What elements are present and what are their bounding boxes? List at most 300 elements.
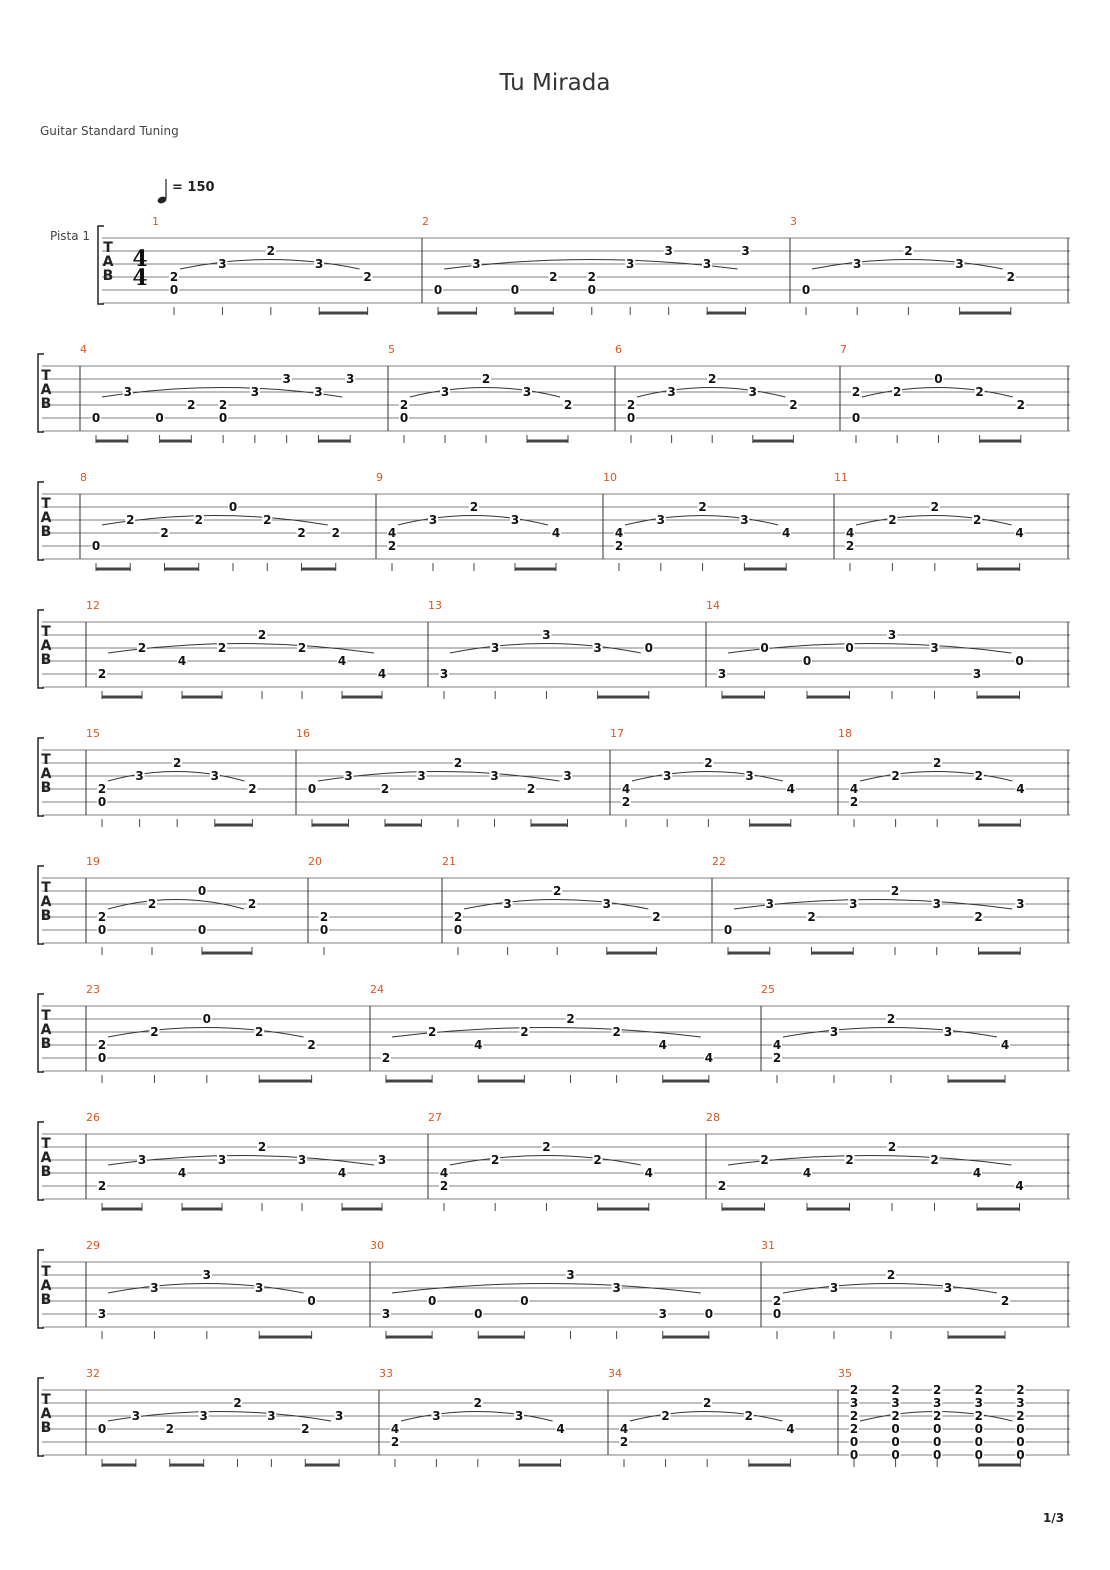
fret-number: 2	[893, 385, 902, 399]
fret-number: 3	[150, 1281, 159, 1295]
fret-number: 4	[786, 782, 795, 796]
fret-number: 0	[1016, 1422, 1025, 1436]
fret-number: 2	[614, 539, 624, 553]
fret-number: 2	[97, 782, 107, 796]
fret-number: 3	[472, 257, 481, 271]
fret-number: 2	[255, 1025, 264, 1039]
fret-number: 2	[1006, 270, 1015, 284]
measure-number: 19	[86, 855, 100, 868]
fret-number: 2	[891, 1383, 900, 1397]
fret-number: 4	[1015, 1179, 1024, 1193]
tab-clef-letter: A	[40, 382, 52, 398]
measure-number: 8	[80, 471, 87, 484]
fret-number: 3	[210, 769, 219, 783]
tab-clef-letter: T	[41, 368, 51, 384]
fret-number: 4	[1016, 782, 1025, 796]
measure-number: 5	[388, 343, 395, 356]
fret-number: 4	[387, 526, 397, 540]
fret-number: 0	[849, 1448, 859, 1462]
fret-number: 3	[658, 1307, 667, 1321]
fret-number: 4	[619, 1422, 629, 1436]
fret-number: 0	[772, 1307, 782, 1321]
fret-number: 0	[851, 411, 861, 425]
fret-number: 0	[849, 1435, 859, 1449]
fret-number: 3	[849, 1396, 859, 1410]
fret-number: 3	[566, 1268, 575, 1282]
fret-number: 3	[626, 257, 635, 271]
fret-number: 3	[123, 385, 132, 399]
fret-number: 3	[282, 372, 291, 386]
tab-clef-letter: A	[40, 1150, 52, 1166]
fret-number: 2	[760, 1153, 769, 1167]
fret-number: 0	[802, 654, 812, 668]
fret-number: 0	[433, 283, 443, 297]
fret-number: 3	[522, 385, 532, 399]
fret-number: 2	[890, 884, 900, 898]
measure-number: 23	[86, 983, 100, 996]
fret-number: 3	[97, 1307, 107, 1321]
fret-number: 3	[765, 897, 774, 911]
fret-number: 3	[853, 257, 862, 271]
fret-number: 2	[319, 910, 329, 924]
fret-number: 2	[297, 526, 306, 540]
measure-number: 9	[376, 471, 383, 484]
fret-number: 4	[337, 1166, 347, 1180]
fret-number: 2	[849, 795, 859, 809]
fret-number: 2	[661, 1409, 670, 1423]
fret-number: 2	[891, 769, 900, 783]
fret-number: 3	[955, 257, 964, 271]
fret-number: 2	[974, 769, 983, 783]
fret-number: 3	[135, 769, 144, 783]
measure-number: 13	[428, 599, 442, 612]
page-number: 1/3	[1043, 1511, 1065, 1525]
fret-number: 0	[218, 411, 228, 425]
fret-number: 4	[377, 667, 387, 681]
fret-number: 0	[453, 923, 463, 937]
fret-number: 0	[760, 641, 769, 655]
fret-number: 3	[972, 667, 982, 681]
fret-number: 3	[250, 385, 260, 399]
fret-number: 0	[723, 923, 733, 937]
fret-number: 2	[887, 1140, 897, 1154]
fret-number: 2	[126, 513, 135, 527]
fret-number: 2	[772, 1294, 782, 1308]
fret-number: 2	[566, 1012, 575, 1026]
fret-number: 3	[199, 1409, 208, 1423]
tab-clef-letter: B	[40, 1292, 52, 1308]
fret-number: 4	[802, 1166, 812, 1180]
fret-number: 4	[772, 1038, 782, 1052]
fret-number: 3	[255, 1281, 264, 1295]
fret-number: 2	[652, 910, 661, 924]
fret-number: 3	[667, 385, 676, 399]
fret-number: 2	[390, 1435, 400, 1449]
fret-number: 0	[1015, 654, 1024, 668]
fret-number: 2	[469, 500, 479, 514]
fret-number: 2	[97, 1038, 107, 1052]
fret-number: 3	[702, 257, 712, 271]
fret-number: 0	[202, 1012, 211, 1026]
fret-number: 2	[165, 1422, 174, 1436]
fret-number: 2	[886, 1268, 896, 1282]
fret-number: 2	[886, 1012, 896, 1026]
fret-number: 4	[1000, 1038, 1010, 1052]
fret-number: 2	[150, 1025, 159, 1039]
fret-number: 4	[439, 1166, 449, 1180]
measure-number: 7	[840, 343, 847, 356]
fret-number: 0	[933, 1448, 942, 1462]
tab-clef-letter: T	[41, 1008, 51, 1024]
fret-number: 3	[602, 897, 611, 911]
fret-number: 3	[202, 1268, 211, 1282]
fret-number: 0	[97, 795, 107, 809]
fret-number: 0	[801, 283, 811, 297]
tab-clef-letter: T	[41, 1392, 51, 1408]
measure-number: 1	[152, 215, 159, 228]
fret-number: 2	[698, 500, 707, 514]
fret-number: 2	[744, 1409, 753, 1423]
fret-number: 3	[346, 372, 355, 386]
fret-number: 3	[974, 1396, 983, 1410]
fret-number: 2	[217, 641, 227, 655]
fret-number: 3	[663, 769, 672, 783]
fret-number: 4	[1015, 526, 1024, 540]
fret-number: 2	[247, 897, 257, 911]
fret-number: 0	[307, 1294, 316, 1308]
fret-number: 2	[974, 910, 983, 924]
fret-number: 2	[1016, 398, 1025, 412]
measure-number: 15	[86, 727, 100, 740]
fret-number: 3	[1016, 1396, 1025, 1410]
measure-number: 14	[706, 599, 720, 612]
fret-number: 3	[887, 628, 897, 642]
fret-number: 3	[740, 513, 749, 527]
time-signature-denominator: 4	[132, 265, 148, 291]
fret-number: 2	[904, 244, 913, 258]
fret-number: 0	[228, 500, 238, 514]
fret-number: 2	[97, 667, 107, 681]
fret-number: 3	[515, 1409, 524, 1423]
measure-number: 4	[80, 343, 87, 356]
fret-number: 2	[248, 782, 257, 796]
tab-clef-letter: T	[41, 880, 51, 896]
fret-number: 4	[845, 526, 855, 540]
fret-number: 2	[930, 500, 939, 514]
fret-number: 2	[297, 641, 307, 655]
fret-number: 4	[177, 1166, 187, 1180]
fret-number: 4	[177, 654, 187, 668]
fret-number: 3	[932, 897, 941, 911]
tab-clef-letter: B	[102, 268, 114, 284]
fret-number: 4	[551, 526, 561, 540]
fret-number: 2	[380, 782, 390, 796]
fret-number: 2	[933, 1383, 942, 1397]
fret-number: 3	[490, 769, 499, 783]
fret-number: 0	[91, 411, 101, 425]
measure-number: 33	[379, 1367, 393, 1380]
measure-number: 20	[308, 855, 322, 868]
fret-number: 3	[933, 1396, 942, 1410]
fret-number: 3	[741, 244, 750, 258]
fret-number: 2	[473, 1396, 482, 1410]
fret-number: 0	[520, 1294, 529, 1308]
tab-clef-letter: A	[40, 766, 52, 782]
fret-number: 3	[612, 1281, 621, 1295]
measure-number: 10	[603, 471, 617, 484]
fret-number: 2	[807, 910, 816, 924]
fret-number: 2	[891, 1409, 900, 1423]
fret-number: 3	[439, 667, 449, 681]
fret-number: 2	[717, 1179, 727, 1193]
fret-number: 2	[703, 1396, 712, 1410]
tab-clef-letter: B	[40, 1036, 52, 1052]
fret-number: 0	[1016, 1435, 1025, 1449]
fret-number: 0	[626, 411, 636, 425]
fret-number: 2	[973, 513, 982, 527]
fret-number: 0	[510, 283, 520, 297]
measure-number: 28	[706, 1111, 720, 1124]
fret-number: 0	[474, 1307, 483, 1321]
fret-number: 2	[263, 513, 272, 527]
fret-number: 2	[772, 1051, 782, 1065]
fret-number: 2	[563, 398, 573, 412]
fret-number: 4	[644, 1166, 653, 1180]
tab-clef-letter: A	[40, 510, 52, 526]
tab-clef-letter: T	[41, 624, 51, 640]
fret-number: 3	[748, 385, 757, 399]
fret-number: 2	[491, 1153, 500, 1167]
fret-number: 2	[439, 1179, 449, 1193]
fret-number: 0	[1016, 1448, 1025, 1462]
tab-clef-letter: B	[40, 396, 52, 412]
fret-number: 4	[786, 1422, 795, 1436]
fret-number: 2	[849, 1422, 859, 1436]
fret-number: 3	[943, 1025, 953, 1039]
measure-number: 30	[370, 1239, 384, 1252]
measure-number: 26	[86, 1111, 100, 1124]
fret-number: 2	[930, 1153, 939, 1167]
tab-clef-letter: B	[40, 908, 52, 924]
tab-clef-letter: T	[41, 1136, 51, 1152]
fret-number: 2	[553, 884, 562, 898]
fret-number: 4	[782, 526, 791, 540]
tab-clef-letter: A	[40, 1022, 52, 1038]
fret-number: 0	[155, 411, 164, 425]
measure-number: 17	[610, 727, 624, 740]
measure-number: 32	[86, 1367, 100, 1380]
fret-number: 0	[891, 1448, 900, 1462]
fret-number: 2	[619, 1435, 629, 1449]
fret-number: 2	[381, 1051, 391, 1065]
fret-number: 3	[849, 897, 858, 911]
tab-clef-letter: T	[103, 240, 113, 256]
measure-number: 29	[86, 1239, 100, 1252]
fret-number: 0	[704, 1307, 714, 1321]
fret-number: 2	[975, 385, 984, 399]
fret-number: 2	[974, 1409, 983, 1423]
tab-clef-letter: B	[40, 524, 52, 540]
tab-clef-letter: B	[40, 1420, 52, 1436]
fret-number: 2	[621, 795, 631, 809]
tab-clef-letter: A	[40, 638, 52, 654]
fret-number: 2	[1016, 1409, 1025, 1423]
fret-number: 2	[974, 1383, 983, 1397]
fret-number: 3	[664, 244, 673, 258]
tab-clef-letter: A	[40, 1278, 52, 1294]
fret-number: 3	[428, 513, 438, 527]
fret-number: 2	[187, 398, 196, 412]
fret-number: 2	[331, 526, 340, 540]
fret-number: 4	[621, 782, 631, 796]
tab-clef-letter: B	[40, 780, 52, 796]
fret-number: 3	[297, 1153, 307, 1167]
fret-number: 3	[656, 513, 665, 527]
fret-number: 3	[829, 1025, 839, 1039]
fret-number: 0	[974, 1422, 983, 1436]
fret-number: 4	[658, 1038, 667, 1052]
fret-number: 4	[390, 1422, 400, 1436]
fret-number: 2	[453, 910, 463, 924]
fret-number: 2	[194, 513, 203, 527]
fret-number: 2	[160, 526, 169, 540]
fret-number: 2	[137, 641, 147, 655]
fret-number: 2	[888, 513, 897, 527]
fret-number: 0	[891, 1435, 900, 1449]
measure-number: 21	[442, 855, 456, 868]
fret-number: 2	[97, 1179, 107, 1193]
fret-number: 0	[891, 1422, 900, 1436]
fret-number: 3	[137, 1153, 147, 1167]
fret-number: 3	[930, 641, 939, 655]
fret-number: 2	[363, 270, 372, 284]
tab-clef-letter: T	[41, 1264, 51, 1280]
fret-number: 0	[974, 1448, 983, 1462]
tuning-label: Guitar Standard Tuning	[40, 124, 179, 138]
measure-number: 27	[428, 1111, 442, 1124]
fret-number: 2	[218, 398, 228, 412]
fret-number: 3	[344, 769, 353, 783]
fret-number: 2	[526, 782, 536, 796]
fret-number: 0	[934, 372, 943, 386]
fret-number: 0	[644, 641, 653, 655]
measure-number: 12	[86, 599, 100, 612]
measure-number: 24	[370, 983, 384, 996]
fret-number: 2	[845, 539, 855, 553]
fret-number: 0	[169, 283, 179, 297]
fret-number: 2	[147, 897, 157, 911]
fret-number: 4	[474, 1038, 483, 1052]
measure-number: 34	[608, 1367, 622, 1380]
fret-number: 3	[131, 1409, 141, 1423]
fret-number: 3	[745, 769, 754, 783]
fret-number: 3	[334, 1409, 344, 1423]
fret-number: 0	[974, 1435, 983, 1449]
fret-number: 0	[933, 1422, 942, 1436]
fret-number: 0	[91, 539, 101, 553]
fret-number: 2	[257, 1140, 267, 1154]
fret-number: 2	[549, 270, 558, 284]
fret-number: 3	[503, 897, 512, 911]
fret-number: 0	[197, 923, 207, 937]
fret-number: 0	[399, 411, 409, 425]
fret-number: 2	[520, 1025, 529, 1039]
fret-number: 3	[593, 641, 602, 655]
fret-number: 0	[97, 923, 107, 937]
measure-number: 6	[615, 343, 622, 356]
fret-number: 2	[387, 539, 397, 553]
fret-number: 3	[417, 769, 426, 783]
fret-number: 2	[97, 910, 107, 924]
fret-number: 3	[829, 1281, 839, 1295]
fret-number: 3	[218, 257, 227, 271]
tab-clef-letter: B	[40, 652, 52, 668]
time-signature-numerator: 4	[132, 246, 148, 272]
fret-number: 0	[933, 1435, 942, 1449]
fret-number: 2	[704, 756, 713, 770]
measure-number: 25	[761, 983, 775, 996]
fret-number: 2	[427, 1025, 437, 1039]
fret-number: 2	[612, 1025, 621, 1039]
fret-number: 2	[399, 398, 409, 412]
fret-number: 3	[315, 257, 324, 271]
fret-number: 3	[267, 1409, 276, 1423]
measure-number: 18	[838, 727, 852, 740]
fret-number: 2	[233, 1396, 242, 1410]
measure-number: 35	[838, 1367, 852, 1380]
tempo-marking: = 150	[172, 180, 215, 195]
fret-number: 0	[307, 782, 317, 796]
fret-number: 3	[314, 385, 323, 399]
fret-number: 3	[510, 513, 520, 527]
measure-number: 11	[834, 471, 848, 484]
fret-number: 0	[197, 884, 207, 898]
fret-number: 3	[440, 385, 450, 399]
fret-number: 2	[301, 1422, 310, 1436]
fret-number: 2	[453, 756, 463, 770]
fret-number: 4	[704, 1051, 714, 1065]
fret-number: 2	[789, 398, 798, 412]
fret-number: 2	[626, 398, 636, 412]
fret-number: 2	[849, 1383, 859, 1397]
track-name: Pista 1	[50, 229, 91, 243]
tab-clef-letter: A	[40, 894, 52, 910]
fret-number: 4	[614, 526, 624, 540]
fret-number: 4	[849, 782, 859, 796]
fret-number: 2	[845, 1153, 854, 1167]
tab-clef-letter: T	[41, 752, 51, 768]
fret-number: 3	[432, 1409, 441, 1423]
fret-number: 2	[481, 372, 491, 386]
fret-number: 2	[169, 270, 179, 284]
fret-number: 0	[97, 1051, 107, 1065]
fret-number: 2	[933, 756, 942, 770]
fret-number: 3	[1016, 897, 1025, 911]
fret-number: 2	[173, 756, 182, 770]
fret-number: 0	[587, 283, 596, 297]
tab-clef-letter: A	[40, 1406, 52, 1422]
fret-number: 2	[849, 1409, 859, 1423]
fret-number: 2	[587, 270, 596, 284]
measure-number: 31	[761, 1239, 775, 1252]
fret-number: 3	[491, 641, 500, 655]
fret-number: 4	[556, 1422, 565, 1436]
tab-clef-letter: B	[40, 1164, 52, 1180]
fret-number: 3	[217, 1153, 227, 1167]
fret-number: 0	[427, 1294, 437, 1308]
fret-number: 2	[851, 385, 861, 399]
tab-clef-letter: A	[102, 254, 114, 270]
